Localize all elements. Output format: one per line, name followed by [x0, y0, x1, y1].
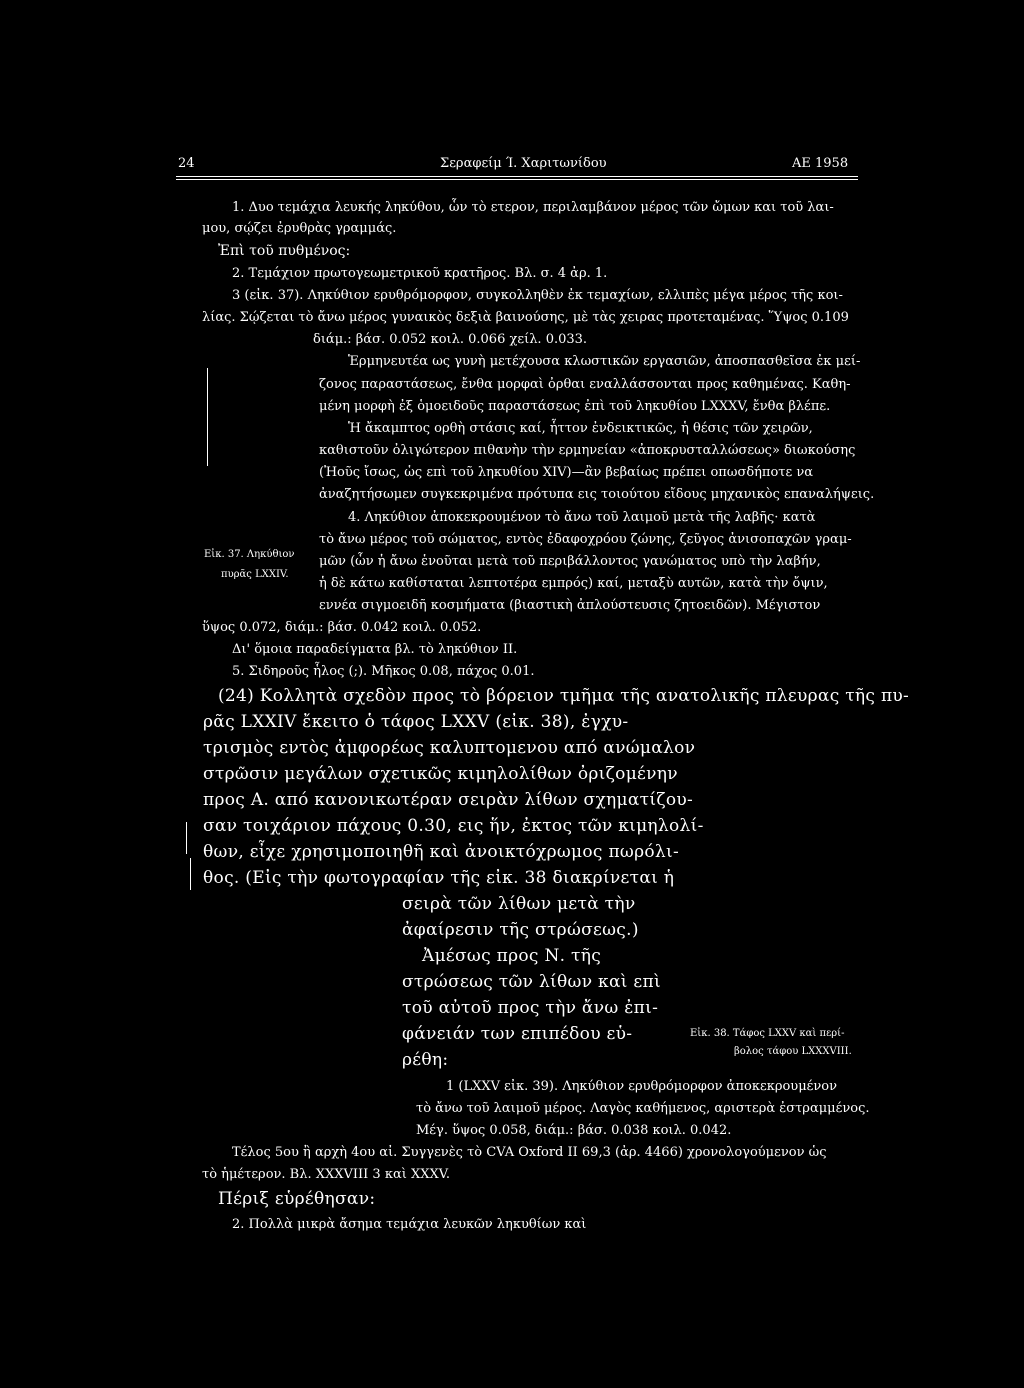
figure-caption: Εἰκ. 38. Τάφος LXXV καὶ περί- — [690, 1028, 845, 1039]
text-line: λίας. Σῴζεται τὸ ἄνω μέρος γυναικὸς δεξιὰ βαινούσης, μὲ τὰς χειρας προτεταμένας. Ὕψος 0.109 — [202, 310, 849, 325]
text-line: 4. Ληκύθιον ἀποκεκρουμένον τὸ ἄνω τοῦ λαιμοῦ μετὰ τῆς λαβῆς· κατὰ — [348, 510, 816, 525]
text-line: μῶν (ὧν ἡ ἄνω ἑνοῦται μετὰ τοῦ περιβάλλοντος γανώματος υπὸ τὴν λαβήν, — [319, 554, 821, 569]
margin-mark — [186, 822, 187, 854]
text-line: ὕψος 0.072, διάμ.: βάσ. 0.042 κοιλ. 0.052. — [202, 620, 482, 635]
text-line: Ἡ ἄκαμπτος ορθὴ στάσις καί, ἧττον ἐνδεικτικῶς, ἡ θέσις τῶν χειρῶν, — [348, 421, 813, 436]
text-line: Ἐπὶ τοῦ πυθμένος: — [218, 243, 351, 259]
text-line: θων, εἶχε χρησιμοποιηθῆ καὶ ἀνοικτόχρωμος πωρόλι- — [203, 842, 680, 862]
text-line: τὸ ἄνω τοῦ λαιμοῦ μέρος. Λαγὸς καθήμενος, αριστερὰ ἐστραμμένος. — [416, 1101, 870, 1116]
text-line: μένη μορφὴ ἐξ ὁμοειδοῦς παραστάσεως ἐπὶ τοῦ ληκυθίου LXXXV, ἔνθα βλέπε. — [319, 399, 831, 414]
text-line: ρᾶς LXXIV ἔκειτο ὁ τάφος LXXV (εἰκ. 38), ἐγχυ- — [203, 712, 629, 732]
text-line: ἡ δὲ κάτω καθίσταται λεπτοτέρα εμπρός) καί, μεταξὺ αυτῶν, κατὰ τὴν ὄψιν, — [319, 576, 828, 591]
text-line: φάνειάν των επιπέδου εὑ- — [402, 1024, 633, 1044]
text-line: στρώσεως τῶν λίθων καὶ επὶ — [402, 972, 661, 992]
text-line: 2. Τεμάχιον πρωτογεωμετρικοῦ κρατῆρος. Βλ. σ. 4 ἀρ. 1. — [232, 266, 608, 281]
text-line: μου, σῴζει ἐρυθρὰς γραμμάς. — [202, 221, 397, 236]
text-line: Μέγ. ὕψος 0.058, διάμ.: βάσ. 0.038 κοιλ. 0.042. — [416, 1123, 732, 1138]
text-line: 2. Πολλὰ μικρὰ ἄσημα τεμάχια λευκῶν ληκυθίων καὶ — [232, 1217, 587, 1232]
margin-mark — [190, 858, 191, 890]
text-line: ἀφαίρεσιν τῆς στρώσεως.) — [402, 920, 639, 940]
margin-mark — [207, 368, 208, 466]
header-rule — [176, 176, 858, 177]
page-number: 24 — [178, 156, 195, 171]
text-line: ρέθη: — [402, 1050, 449, 1070]
text-line: σειρὰ τῶν λίθων μετὰ τὴν — [402, 894, 636, 914]
text-line: τὸ ἡμέτερον. Βλ. XXXVIII 3 καὶ XXXV. — [202, 1167, 450, 1182]
text-line: Τέλος 5ου ἢ αρχὴ 4ου αἰ. Συγγενὲς τὸ CVA Oxford II 69,3 (ἀρ. 4466) χρονολογούμενον ὡς — [232, 1145, 827, 1160]
figure-caption: βολος τάφου LXXXVIII. — [734, 1046, 852, 1057]
running-head-journal: ΑΕ 1958 — [792, 156, 849, 171]
text-line: Ἀμέσως προς Ν. τῆς — [422, 946, 602, 966]
text-line: προς Α. από κανονικωτέραν σειρὰν λίθων σχηματίζου- — [203, 790, 694, 810]
running-head-author: Σεραφείμ Ί. Χαριτωνίδου — [440, 156, 607, 171]
text-line: 1. Δυο τεμάχια λευκής ληκύθου, ὧν τὸ ετερον, περιλαμβάνον μέρος τῶν ὤμων και τοῦ λαι- — [232, 200, 834, 215]
text-line: τρισμὸς εντὸς ἀμφορέως καλυπτομενου από ανώμαλον — [203, 738, 696, 758]
text-line: Δι' ὅμοια παραδείγματα βλ. τὸ ληκύθιον II. — [232, 642, 518, 657]
text-line: Πέριξ εὑρέθησαν: — [218, 1189, 376, 1209]
header-rule-double — [176, 179, 858, 180]
text-line: Ἑρμηνευτέα ως γυνὴ μετέχουσα κλωστικῶν εργασιῶν, ἀποσπασθεῖσα ἐκ μεί- — [348, 354, 861, 369]
text-line: (Ἠοῦς ἴσως, ὡς επὶ τοῦ ληκυθίου XIV)—ἂν βεβαίως πρέπει οπωσδήποτε να — [319, 465, 814, 480]
text-line: καθιστοῦν ὀλιγώτερον πιθανὴν τὴν ερμηνείαν «ἀποκρυσταλλώσεως» διωκούσης — [319, 443, 856, 458]
text-line: 5. Σιδηροῦς ἧλος (;). Μῆκος 0.08, πάχος 0.01. — [232, 664, 535, 679]
figure-caption: πυρᾶς LXXIV. — [221, 569, 289, 580]
text-line: ἀναζητήσωμεν συγκεκριμένα πρότυπα εις τοιούτου εἴδους μηχανικὸς επαναλήψεις. — [319, 487, 875, 502]
text-line: τὸ ἄνω μέρος τοῦ σώματος, εντὸς ἐδαφοχρόου ζώνης, ζεῦγος ἀνισοπαχῶν γραμ- — [319, 532, 852, 547]
text-line: 1 (LXXV εἰκ. 39). Ληκύθιον ερυθρόμορφον ἀποκεκρουμένον — [446, 1079, 838, 1094]
figure-caption: Εἰκ. 37. Ληκύθιον — [204, 549, 295, 560]
text-line: 3 (εἰκ. 37). Ληκύθιον ερυθρόμορφον, συγκολληθὲν ἐκ τεμαχίων, ελλιπὲς μέγα μέρος τῆς κοι- — [232, 288, 843, 303]
text-line: (24) Κολλητὰ σχεδὸν προς τὸ βόρειον τμῆμα τῆς ανατολικῆς πλευρας τῆς πυ- — [218, 686, 910, 706]
text-line: θος. (Εἰς τὴν φωτογραφίαν τῆς εἰκ. 38 διακρίνεται ἡ — [203, 868, 675, 888]
text-line: ζονος παραστάσεως, ἔνθα μορφαὶ ὀρθαι εναλλάσσονται προς καθημένας. Καθη- — [319, 377, 851, 392]
text-line: στρῶσιν μεγάλων σχετικῶς κιμηλολίθων ὀριζομένην — [203, 764, 678, 784]
text-line: εννέα σιγμοειδῆ κοσμήματα (βιαστικὴ ἀπλούστευσις ζητοειδῶν). Μέγιστον — [319, 598, 821, 613]
text-line: διάμ.: βάσ. 0.052 κοιλ. 0.066 χείλ. 0.033. — [313, 332, 588, 347]
text-line: σαν τοιχάριον πάχους 0.30, εις ἥν, ἐκτος τῶν κιμηλολί- — [203, 816, 704, 836]
text-line: τοῦ αὐτοῦ προς τὴν ἄνω ἐπι- — [402, 998, 659, 1018]
